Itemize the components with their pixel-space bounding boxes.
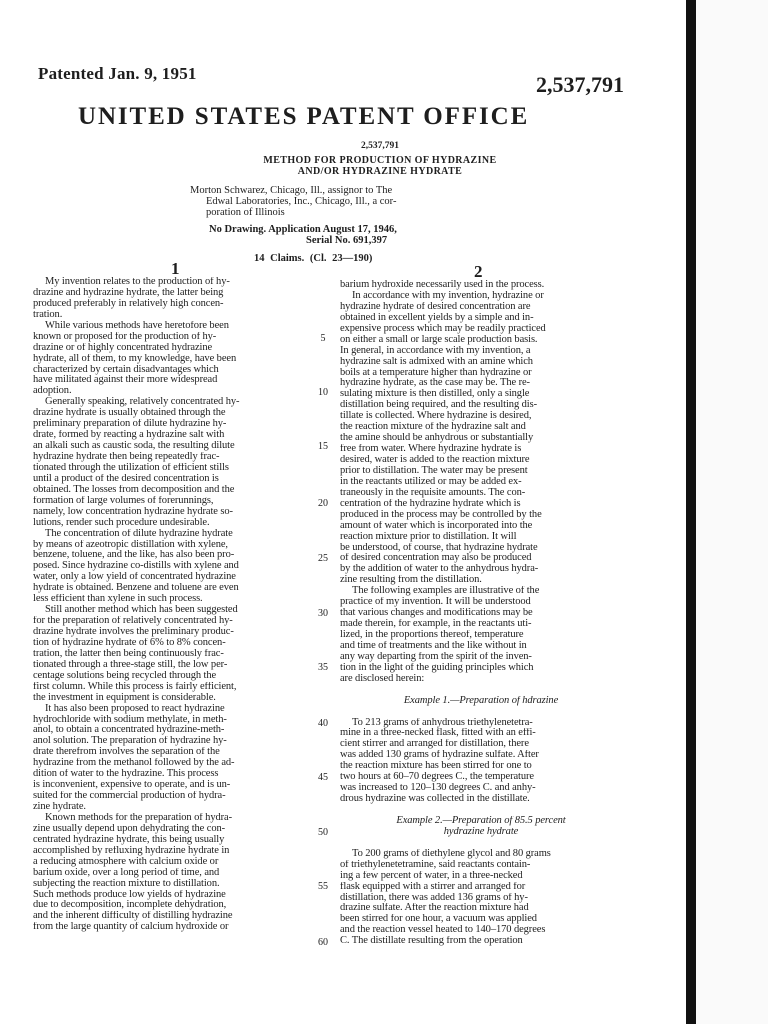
text-line: the reaction mixture of the hydrazine salt and — [340, 422, 526, 433]
text-line: obtained. The losses from decomposition and the — [33, 484, 235, 495]
right-column — [340, 280, 622, 947]
line-number: 35 — [318, 662, 328, 673]
text-line: To 200 grams of diethylene glycol and 80 grams — [352, 848, 551, 859]
text-line: boils at a temperature higher than hydrazine or — [340, 367, 532, 378]
title-line: AND/OR HYDRAZINE HYDRATE — [297, 166, 463, 177]
text-line: tration. — [33, 309, 63, 320]
text-line: preliminary preparation of dilute hydrazine hy- — [33, 419, 227, 430]
text-line: Such methods produce low yields of hydrazine — [33, 889, 226, 900]
text-line: My invention relates to the production of hy- — [45, 277, 230, 287]
inventor-line: Edwal Laboratories, Inc., Chicago, Ill., a cor- — [206, 196, 397, 207]
text-line: of desired concentration may also be produced — [340, 553, 532, 564]
text-line: cient stirrer and arranged for distillation, there — [340, 739, 529, 750]
line-number: 50 — [318, 827, 328, 838]
line-number: 20 — [318, 498, 328, 509]
text-line: drate, formed by reacting a hydrazine salt with — [33, 430, 225, 441]
text-line: distillation, there was added 136 grams of hy- — [340, 892, 528, 903]
text-line: sulating mixture is then distilled, only a single — [340, 389, 530, 400]
line-number: 10 — [318, 387, 328, 398]
text-line: It has also been proposed to react hydrazine — [45, 703, 225, 714]
text-line: benzene, toluene, and the like, has also been pro- — [33, 550, 235, 561]
text-line: from the large quantity of calcium hydroxide or — [33, 922, 229, 933]
text-line: tionated through a three-stage still, the low per- — [33, 659, 228, 670]
text-line: zine resulting from the distillation. — [340, 575, 482, 586]
title-line: METHOD FOR PRODUCTION OF HYDRAZINE — [263, 155, 497, 166]
text-line: namely, low concentration hydrazine hydrate so- — [33, 506, 233, 517]
text-line: due to decomposition, incomplete dehydration, — [33, 900, 227, 911]
column-number-right: 2 — [474, 262, 483, 281]
text-line: and the inherent difficulty of distilling hydrazine — [33, 911, 233, 922]
patent-title — [150, 155, 610, 177]
text-line: the reaction mixture has been stirred for one to — [340, 761, 532, 772]
text-line: While various methods have heretofore been — [45, 320, 229, 331]
text-line: accomplished by refluxing hydrazine hydrate in — [33, 845, 230, 856]
text-line: known or proposed for the production of hy- — [33, 331, 217, 342]
text-line: amount of water which is incorporated into the — [340, 520, 533, 531]
text-line: drazine or of highly concentrated hydrazine — [33, 342, 213, 353]
text-line: less efficient than xylene in such process. — [33, 594, 203, 605]
text-line: C. The distillate resulting from the operation — [340, 936, 523, 947]
text-line: be understood, of course, that hydrazine hydrate — [340, 542, 538, 553]
text-line: dition of water to the hydrazine. This process — [33, 769, 219, 780]
text-line: adoption. — [33, 386, 72, 397]
text-line: hydrazine from the methanol followed by the ad- — [33, 758, 235, 769]
text-line: have militated against their more widespread — [33, 375, 218, 386]
text-line: The following examples are illustrative of the — [352, 586, 540, 597]
text-line: posed. Since hydrazine co-distills with xylene and — [33, 561, 239, 572]
line-number: 30 — [318, 608, 328, 619]
small-patent-number: 2,537,791 — [361, 141, 399, 151]
scan-margin — [696, 0, 768, 1024]
text-line: characterized by certain disadvantages which — [33, 364, 219, 375]
text-line: Example 1.—Preparation of hdrazine — [403, 695, 559, 706]
text-line: reaction mixture prior to distillation. It will — [340, 531, 517, 542]
text-line: formation of large volumes of forerunnings, — [33, 495, 214, 506]
text-line: two hours at 60–70 degrees C., the temperature — [340, 772, 534, 783]
serial-line: Serial No. 691,397 — [306, 235, 388, 246]
text-line: free from water. Where hydrazine hydrate is — [340, 444, 522, 455]
text-line: The concentration of dilute hydrazine hydrate — [45, 528, 233, 539]
text-line — [340, 838, 622, 849]
text-line: Generally speaking, relatively concentrated hy- — [45, 397, 240, 408]
line-number: 25 — [318, 553, 328, 564]
claims-line: 14 Claims. (Cl. 23—190) — [254, 253, 373, 264]
text-line: drazine sulfate. After the reaction mixture had — [340, 903, 529, 914]
text-line: lized, in the proportions thereof, temperature — [340, 630, 524, 640]
text-line: hydrazine hydrate of desired concentration are — [340, 301, 531, 312]
text-line — [340, 707, 622, 718]
text-line: tration, the latter then being continuously frac- — [33, 648, 224, 659]
text-line: until a product of the desired concentration is — [33, 473, 219, 484]
inventor-block — [190, 185, 480, 218]
line-number: 5 — [320, 333, 326, 344]
text-line: desired, water is added to the reaction mixture — [340, 455, 530, 465]
text-line: that various changes and modifications may be — [340, 608, 533, 619]
text-line: prior to distillation. The water may be present — [340, 465, 528, 476]
text-line: anol, to obtain a concentrated hydrazine-meth- — [33, 725, 225, 736]
text-line: In general, in accordance with my invention, a — [340, 345, 531, 356]
text-line: made therein, for example, in the reactants uti- — [340, 619, 532, 630]
text-line: produced preferably in relatively high concen- — [33, 298, 224, 309]
application-block — [209, 224, 397, 246]
text-line: produced in the process may be controlled by the — [340, 509, 542, 520]
text-line: was added 130 grams of hydrazine sulfate. After — [340, 750, 539, 761]
text-line: traneously in the requisite amounts. The con- — [340, 487, 526, 498]
text-line: drazine and hydrazine hydrate, the latter being — [33, 287, 224, 298]
text-line: barium hydroxide necessarily used in the process. — [340, 280, 545, 290]
text-line: on either a small or large scale production basis. — [340, 334, 538, 345]
text-line: hydrazine salt is admixed with an amine which — [340, 356, 533, 367]
text-line — [340, 685, 622, 696]
inventor-line: poration of Illinois — [206, 207, 285, 218]
text-line: suited for the commercial production of hydra- — [33, 791, 226, 802]
text-line: To 213 grams of anhydrous triethylenetetra- — [352, 717, 533, 728]
text-line: tion of hydrazine hydrate of 6% to 8% concen- — [33, 637, 226, 648]
text-line: first column. While this process is fairly efficient, — [33, 681, 237, 692]
text-line: was increased to 120–130 degrees C. and anhy- — [340, 783, 536, 794]
text-line: mine in a three-necked flask, fitted with an effi- — [340, 728, 536, 739]
application-line: No Drawing. Application August 17, 1946, — [209, 224, 397, 235]
text-line: are disclosed herein: — [340, 673, 425, 684]
text-line: any way departing from the spirit of the inven- — [340, 651, 532, 662]
patent-date: Patented Jan. 9, 1951 — [38, 64, 197, 83]
line-number: 45 — [318, 772, 328, 783]
text-line: ing a few percent of water, in a three-necked — [340, 870, 523, 881]
text-line: hydrate is obtained. Benzene and toluene are even — [33, 583, 239, 594]
text-line: Known methods for the preparation of hydra- — [45, 812, 232, 823]
text-line: tionated through the utilization of efficient stills — [33, 462, 229, 473]
text-line: zine hydrate. — [33, 802, 86, 812]
inventor-line: Morton Schwarez, Chicago, Ill., assignor to The — [190, 185, 393, 196]
text-line: water, only a low yield of concentrated hydrazine — [33, 572, 236, 583]
text-line: centration of the hydrazine hydrate which is — [340, 498, 521, 509]
text-line: for the preparation of relatively concentrated hy- — [33, 616, 233, 627]
scan-edge — [686, 0, 696, 1024]
text-line: hydrazine hydrate — [443, 826, 519, 837]
text-line: distillation being required, and the resulting dis- — [340, 400, 537, 411]
text-line: practice of my invention. It will be understood — [340, 597, 531, 608]
text-line: been stirred for one hour, a vacuum was applied — [340, 914, 537, 925]
text-line: by means of azeotropic distillation with xylene, — [33, 539, 228, 550]
line-number: 15 — [318, 441, 328, 452]
line-number: 60 — [318, 937, 328, 948]
text-line: centrated hydrazine hydrate, this being usually — [33, 834, 225, 845]
patent-number: 2,537,791 — [536, 72, 624, 97]
text-line: hydrate, all of them, to my knowledge, have been — [33, 353, 237, 364]
text-line: the investment in equipment is considerable. — [33, 692, 216, 703]
text-line: and the reaction vessel heated to 140–170 degrees — [340, 925, 546, 936]
column-number-left: 1 — [171, 259, 180, 278]
text-line: an alkali such as caustic soda, the resulting dilute — [33, 441, 235, 452]
text-line: subjecting the reaction mixture to distillation. — [33, 878, 220, 889]
text-line: drous hydrazine was collected in the distillate. — [340, 794, 530, 805]
text-line: and time of treatments and the like without in — [340, 640, 527, 651]
text-line: lutions, render such procedure undesirable. — [33, 517, 210, 528]
text-line: drazine hydrate is usually obtained through the — [33, 408, 226, 419]
text-line: centage solutions being recycled through the — [33, 670, 217, 681]
office-heading: UNITED STATES PATENT OFFICE — [78, 103, 530, 130]
text-line: obtained in excellent yields by a simple and in- — [340, 312, 534, 323]
text-line: hydrochloride with sodium methylate, in meth- — [33, 714, 227, 725]
text-line: by the addition of water to the anhydrous hydra- — [340, 564, 539, 575]
text-line: Example 2.—Preparation of 85.5 percent — [396, 815, 566, 826]
text-line: expensive process which may be readily practiced — [340, 323, 546, 334]
text-line: zine usually depend upon dehydrating the con- — [33, 823, 226, 834]
text-line — [340, 805, 622, 816]
text-line: flask equipped with a stirrer and arranged for — [340, 881, 526, 892]
text-line: anol solution. The preparation of hydrazine hy- — [33, 736, 227, 747]
text-line: Still another method which has been suggested — [45, 605, 238, 616]
text-line: the amine should be anhydrous or substantially — [340, 433, 534, 444]
text-line: a reducing atmosphere with calcium oxide or — [33, 856, 219, 867]
line-number: 55 — [318, 881, 328, 892]
text-line: is inconvenient, expensive to operate, and is un- — [33, 780, 231, 791]
text-line: drate therefrom involves the separation of the — [33, 747, 220, 758]
text-line: of triethylenetetramine, said reactants contain- — [340, 859, 531, 870]
line-number: 40 — [318, 718, 328, 729]
text-line: hydrazine hydrate, as the case may be. The re- — [340, 378, 530, 389]
text-line: hydrazine hydrate then being repeatedly frac- — [33, 452, 220, 462]
left-column — [33, 277, 316, 933]
text-line: in the reactants utilized or may be added ex- — [340, 476, 522, 487]
text-line: barium oxide, over a long period of time, and — [33, 867, 220, 878]
text-line: drazine hydrate involves the preliminary produc- — [33, 627, 234, 637]
text-line: tion in the light of the guiding principles which — [340, 662, 534, 673]
text-line: tillate is collected. Where hydrazine is desired, — [340, 411, 532, 422]
text-line: In accordance with my invention, hydrazine or — [352, 290, 544, 301]
